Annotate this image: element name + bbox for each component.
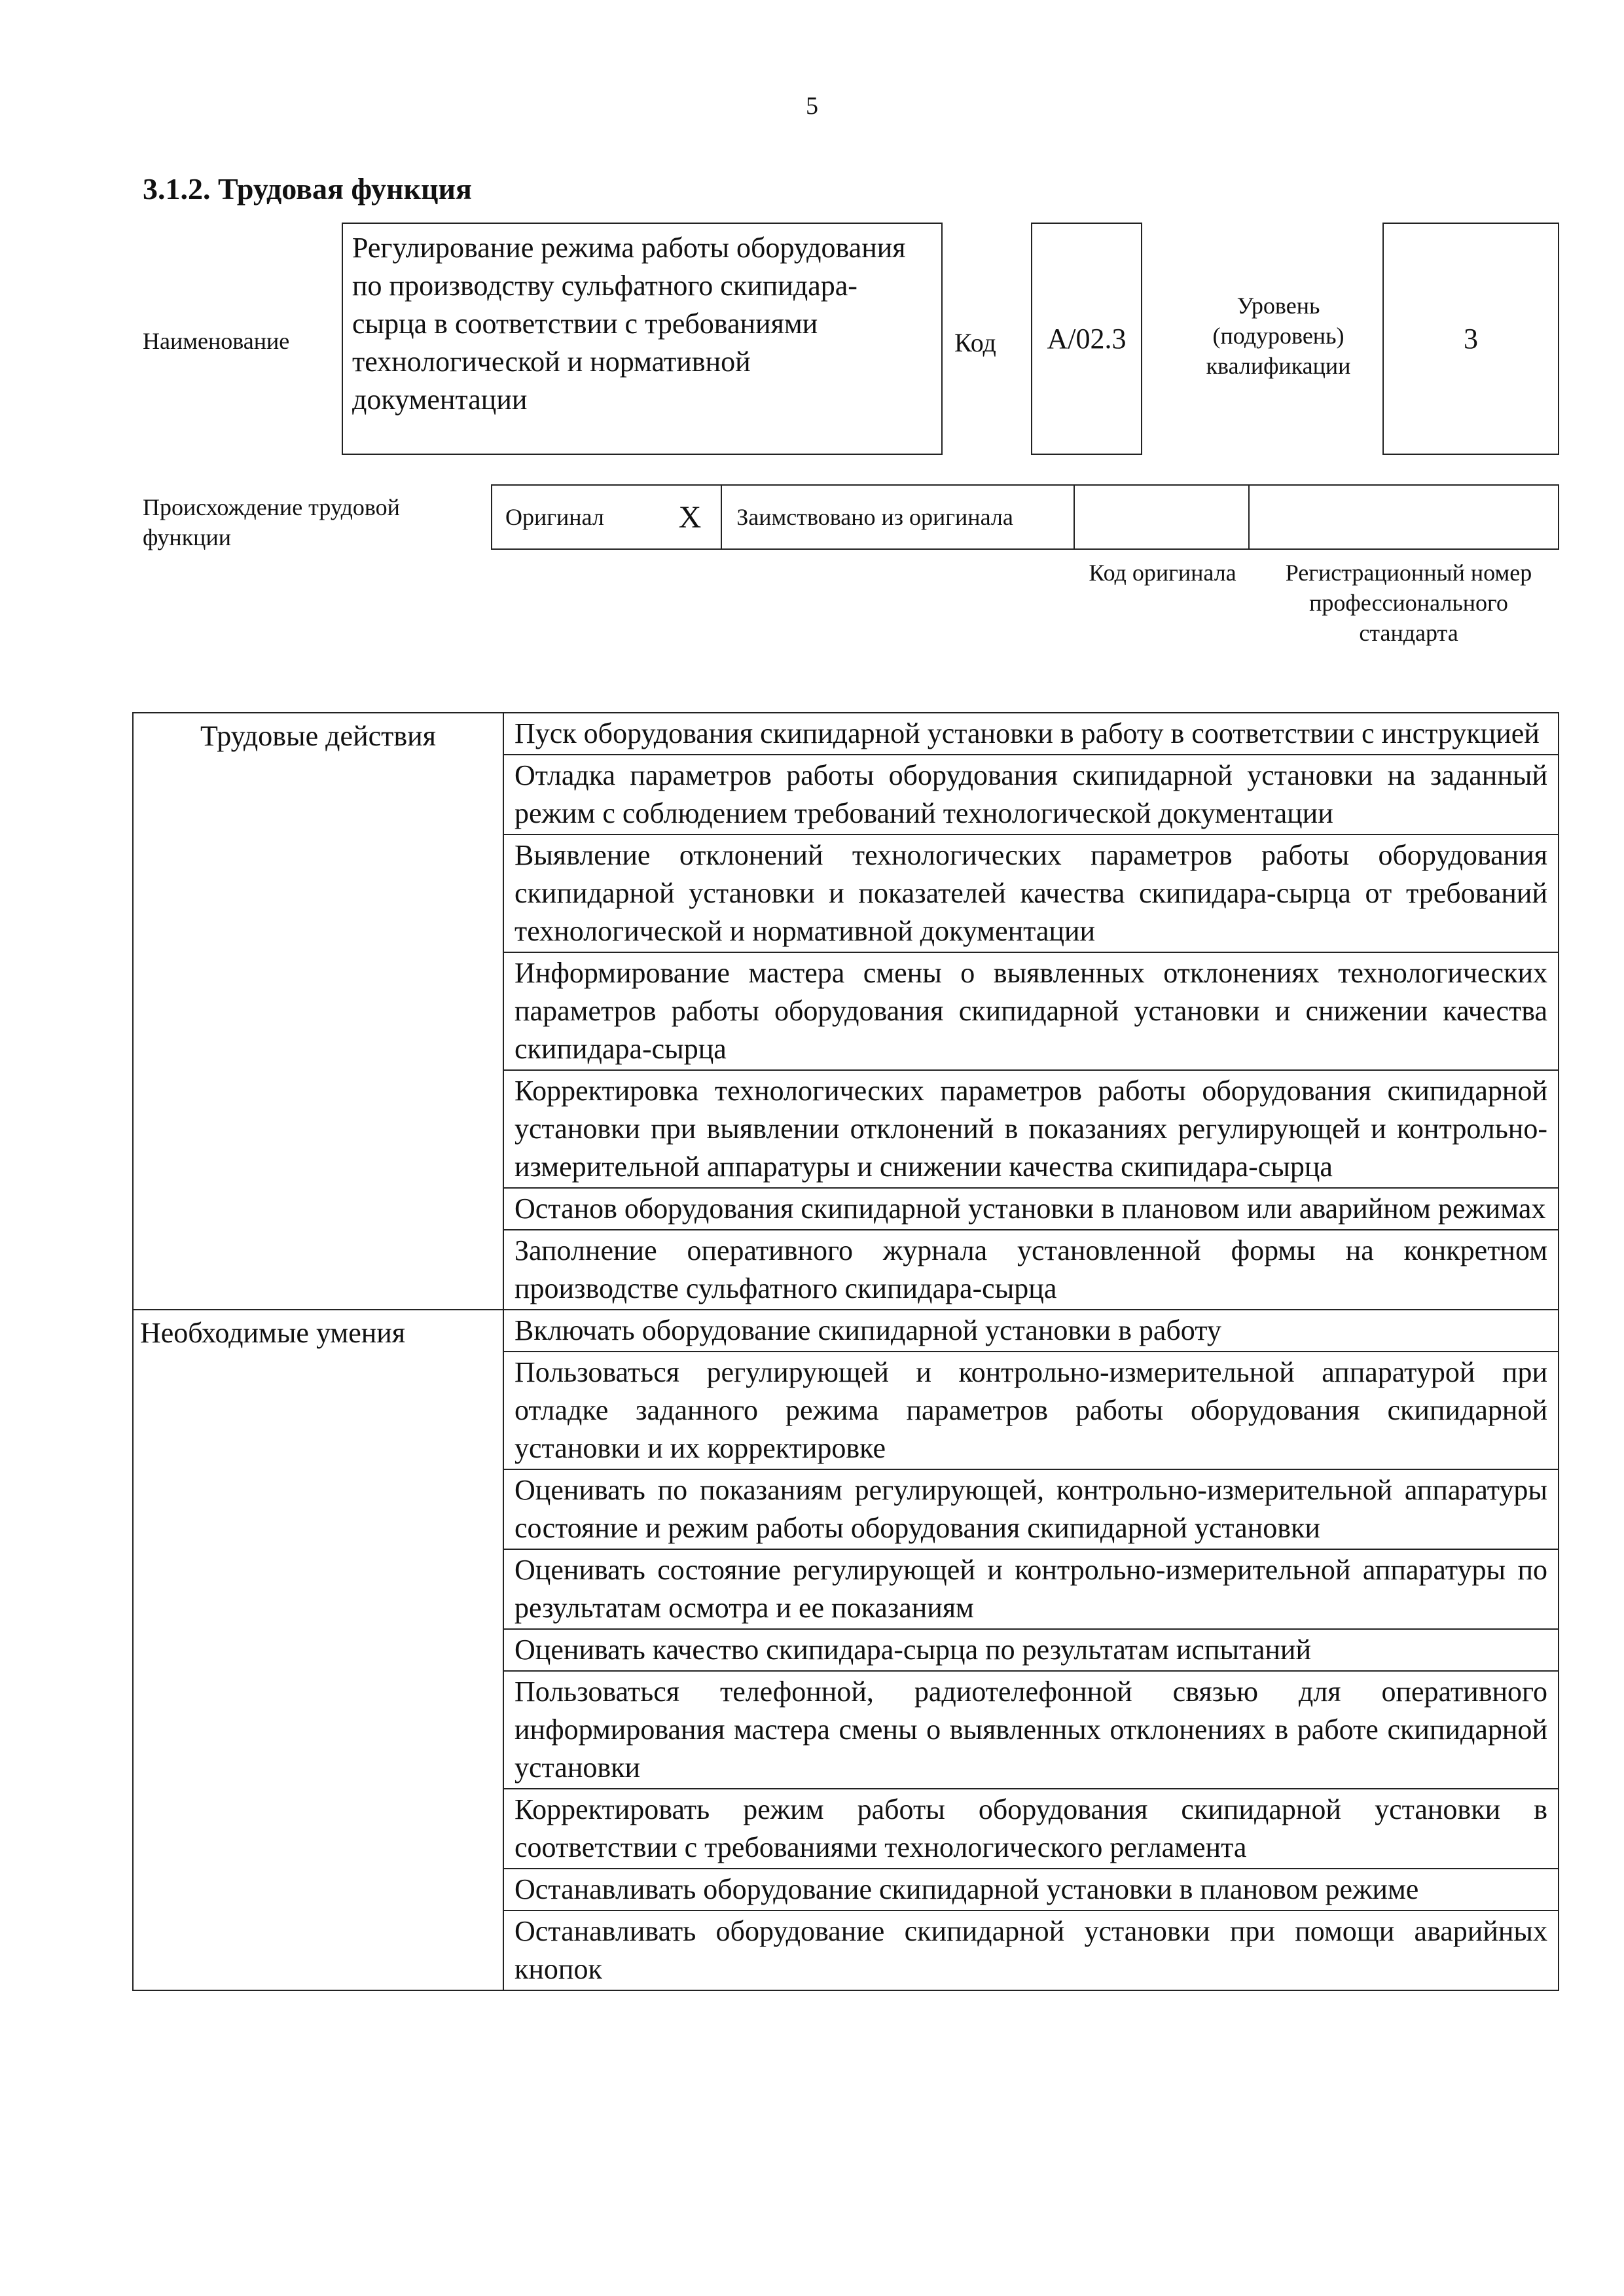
- table-row: [133, 713, 1559, 755]
- original-code-label: Код оригинала: [1089, 560, 1236, 586]
- code-value: A/02.3: [1047, 323, 1127, 355]
- name-value: Регулирование режима работы оборудования по производству сульфатного скипидара-сырца в соответствии с требованиями технологической и нормативной документации: [352, 232, 906, 416]
- page-number: 5: [806, 92, 818, 120]
- table-row: [133, 1310, 1559, 1352]
- origin-original-cell: [492, 486, 722, 548]
- original-label: Оригинал: [505, 504, 604, 530]
- section-title: 3.1.2. Трудовая функция: [143, 172, 472, 206]
- origin-borrowed-cell: [722, 486, 1075, 548]
- borrowed-label: Заимствовано из оригинала: [736, 504, 1013, 530]
- skill-item: Останавливать оборудование скипидарной установки в плановом режиме: [503, 1869, 1559, 1910]
- function-table: [132, 712, 1559, 1991]
- name-value-box: [342, 223, 943, 455]
- labor-action-item: Отладка параметров работы оборудования скипидарной установки на заданный режим с соблюдением требований технологической документации: [503, 755, 1559, 834]
- skill-item: Оценивать по показаниям регулирующей, контрольно-измерительной аппаратуры состояние и режим работы оборудования скипидарной установки: [503, 1469, 1559, 1549]
- labor-action-item: Останов оборудования скипидарной установки в плановом или аварийном режимах: [503, 1188, 1559, 1230]
- skill-item: Пользоваться регулирующей и контрольно-измерительной аппаратурой при отладке заданного режима параметров работы оборудования скипидарной установки и их корректировке: [503, 1352, 1559, 1469]
- labor-action-item: Пуск оборудования скипидарной установки в работу в соответствии с инструкцией: [503, 713, 1559, 755]
- reg-number-cell: [1250, 486, 1558, 548]
- skill-item: Оценивать состояние регулирующей и контрольно-измерительной аппаратуры по результатам осмотра и ее показаниям: [503, 1549, 1559, 1629]
- skill-item: Оценивать качество скипидара-сырца по результатам испытаний: [503, 1629, 1559, 1671]
- reg-number-label: Регистрационный номер профессионального стандарта: [1285, 560, 1532, 646]
- skill-item: Останавливать оборудование скипидарной установки при помощи аварийных кнопок: [503, 1910, 1559, 1990]
- level-value-box: [1382, 223, 1559, 455]
- skill-item: Пользоваться телефонной, радиотелефонной связью для оперативного информирования мастера смены о выявленных отклонениях в работе скипидарной установки: [503, 1671, 1559, 1789]
- level-value: 3: [1464, 323, 1478, 355]
- skill-item: Включать оборудование скипидарной установки в работу: [503, 1310, 1559, 1352]
- original-code-cell: [1075, 486, 1250, 548]
- labor-action-item: Информирование мастера смены о выявленных отклонениях технологических параметров работы оборудования скипидарной установки и снижении качества скипидара-сырца: [503, 952, 1559, 1070]
- labor-action-item: Заполнение оперативного журнала установленной формы на конкретном производстве сульфатного скипидара-сырца: [503, 1230, 1559, 1310]
- code-value-box: [1031, 223, 1142, 455]
- level-label: Уровень (подуровень) квалификации: [1206, 293, 1351, 379]
- name-label: Наименование: [143, 328, 290, 354]
- origin-row: [491, 484, 1559, 550]
- original-mark: X: [678, 499, 702, 535]
- labor-action-item: Корректировка технологических параметров работы оборудования скипидарной установки при выявлении отклонений в показаниях регулирующей и контрольно-измерительной аппаратуры и снижении качества скипидара-сырца: [503, 1070, 1559, 1188]
- code-label: Код: [954, 328, 996, 357]
- labor-actions-header: Трудовые действия: [133, 713, 503, 1310]
- labor-action-item: Выявление отклонений технологических параметров работы оборудования скипидарной установки и показателей качества скипидара-сырца от требований технологической и нормативной документации: [503, 834, 1559, 952]
- origin-label: Происхождение трудовой функции: [143, 494, 400, 550]
- required-skills-header: Необходимые умения: [133, 1310, 503, 1990]
- skill-item: Корректировать режим работы оборудования скипидарной установки в соответствии с требованиями технологического регламента: [503, 1789, 1559, 1869]
